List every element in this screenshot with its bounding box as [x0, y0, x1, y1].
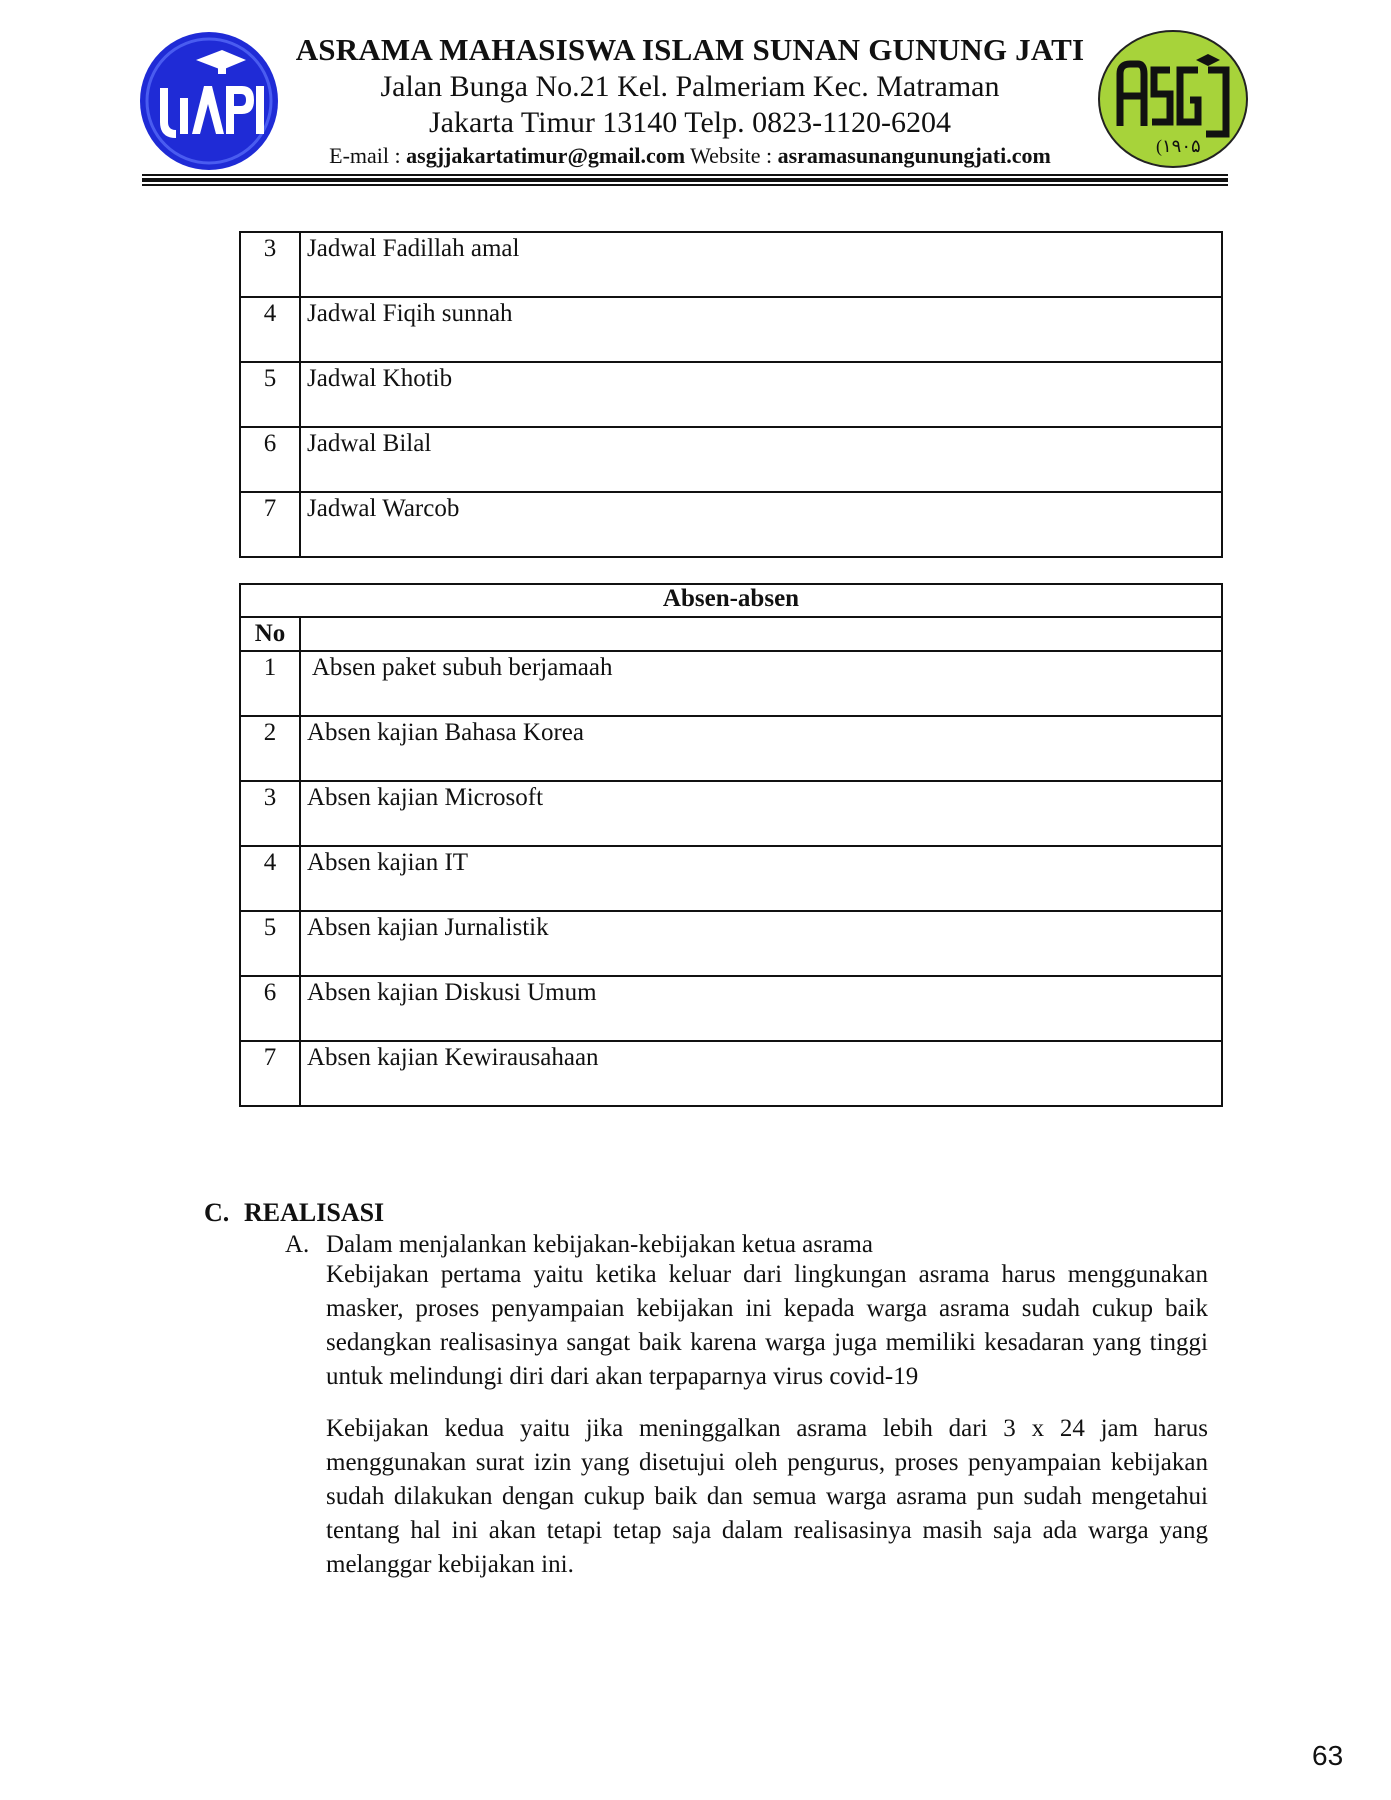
subsection-heading [285, 1231, 873, 1259]
letterhead-rule-middle [142, 178, 1228, 182]
section-title: REALISASI [244, 1198, 385, 1227]
row-number: 7 [240, 492, 300, 557]
row-number: 3 [240, 232, 300, 297]
paragraph-1: Kebijakan pertama yaitu ketika keluar dari lingkungan asrama harus menggunakan masker, proses penyampaian kebijakan ini kepada warga asrama sudah cukup baik sedangkan realisasinya sangat baik karena warga juga memiliki kesadaran yang tinggi untuk melindungi diri dari akan terpaparnya virus covid-19 [326, 1261, 1208, 1390]
table-row [240, 911, 1222, 976]
table-row [240, 492, 1222, 557]
org-city-phone: Jakarta Timur 13140 Telp. 0823-1120-6204 [428, 106, 952, 139]
item-column-header [300, 617, 1222, 651]
no-column-header: No [240, 617, 300, 651]
table-row [240, 716, 1222, 781]
page-number: 63 [1312, 1740, 1344, 1771]
paragraph-2: Kebijakan kedua yaitu jika meninggalkan asrama lebih dari 3 x 24 jam harus menggunakan surat izin yang disetujui oleh pengurus, proses penyampaian kebijakan sudah dilakukan dengan cukup baik dan semua warga asrama pun sudah mengetahui tentang hal ini akan tetapi tetap saja dalam realisasinya masih saja ada warga yang melanggar kebijakan ini. [326, 1415, 1208, 1578]
org-name: ASRAMA MAHASISWA ISLAM SUNAN GUNUNG JATI [295, 32, 1085, 67]
row-item: Absen kajian Bahasa Korea [300, 716, 1222, 781]
row-number: 7 [240, 1041, 300, 1106]
table-row [240, 781, 1222, 846]
row-number: 4 [240, 846, 300, 911]
subsection-title: Dalam menjalankan kebijakan-kebijakan ketua asrama [326, 1231, 873, 1258]
subsection-marker: A. [285, 1231, 310, 1258]
row-item: Absen kajian IT [300, 846, 1222, 911]
row-item: Absen kajian Diskusi Umum [300, 976, 1222, 1041]
absen-table [239, 583, 1223, 1107]
row-item: Jadwal Bilal [300, 427, 1222, 492]
table-row [240, 846, 1222, 911]
website-label: Website : [685, 143, 778, 168]
table-row [240, 362, 1222, 427]
asgj-logo-icon [1098, 30, 1248, 168]
row-item: Absen kajian Jurnalistik [300, 911, 1222, 976]
row-number: 6 [240, 427, 300, 492]
row-item: Absen kajian Microsoft [300, 781, 1222, 846]
row-item: Absen paket subuh berjamaah [300, 651, 1222, 716]
letterhead-rule-top [142, 174, 1228, 176]
email-address[interactable]: asgjjakartatimur@gmail.com [406, 143, 686, 168]
row-number: 4 [240, 297, 300, 362]
table-row [240, 976, 1222, 1041]
table-title-row [240, 584, 1222, 617]
row-number: 3 [240, 781, 300, 846]
row-item: Jadwal Fadillah amal [300, 232, 1222, 297]
org-contact [270, 143, 1110, 169]
section-heading [204, 1198, 384, 1228]
row-item: Jadwal Warcob [300, 492, 1222, 557]
letterhead-rule-bottom [142, 184, 1228, 186]
row-item: Absen kajian Kewirausahaan [300, 1041, 1222, 1106]
table-row [240, 651, 1222, 716]
email-label: E-mail : [329, 143, 407, 168]
table-row [240, 427, 1222, 492]
row-number: 5 [240, 911, 300, 976]
jadwal-table [239, 231, 1223, 558]
table-row [240, 1041, 1222, 1106]
yapi-logo-icon [138, 30, 280, 172]
row-item: Jadwal Fiqih sunnah [300, 297, 1222, 362]
section-marker: C. [204, 1198, 230, 1227]
svg-text:(۱۹۰۵: (۱۹۰۵ [1156, 136, 1201, 156]
row-number: 2 [240, 716, 300, 781]
table-row [240, 232, 1222, 297]
org-address: Jalan Bunga No.21 Kel. Palmeriam Kec. Matraman [380, 70, 1000, 103]
table-header-row [240, 617, 1222, 651]
website-address[interactable]: asramasunangunungjati.com [777, 143, 1051, 168]
absen-table-title: Absen-absen [240, 584, 1222, 617]
row-item: Jadwal Khotib [300, 362, 1222, 427]
row-number: 5 [240, 362, 300, 427]
row-number: 6 [240, 976, 300, 1041]
row-number: 1 [240, 651, 300, 716]
table-row [240, 297, 1222, 362]
